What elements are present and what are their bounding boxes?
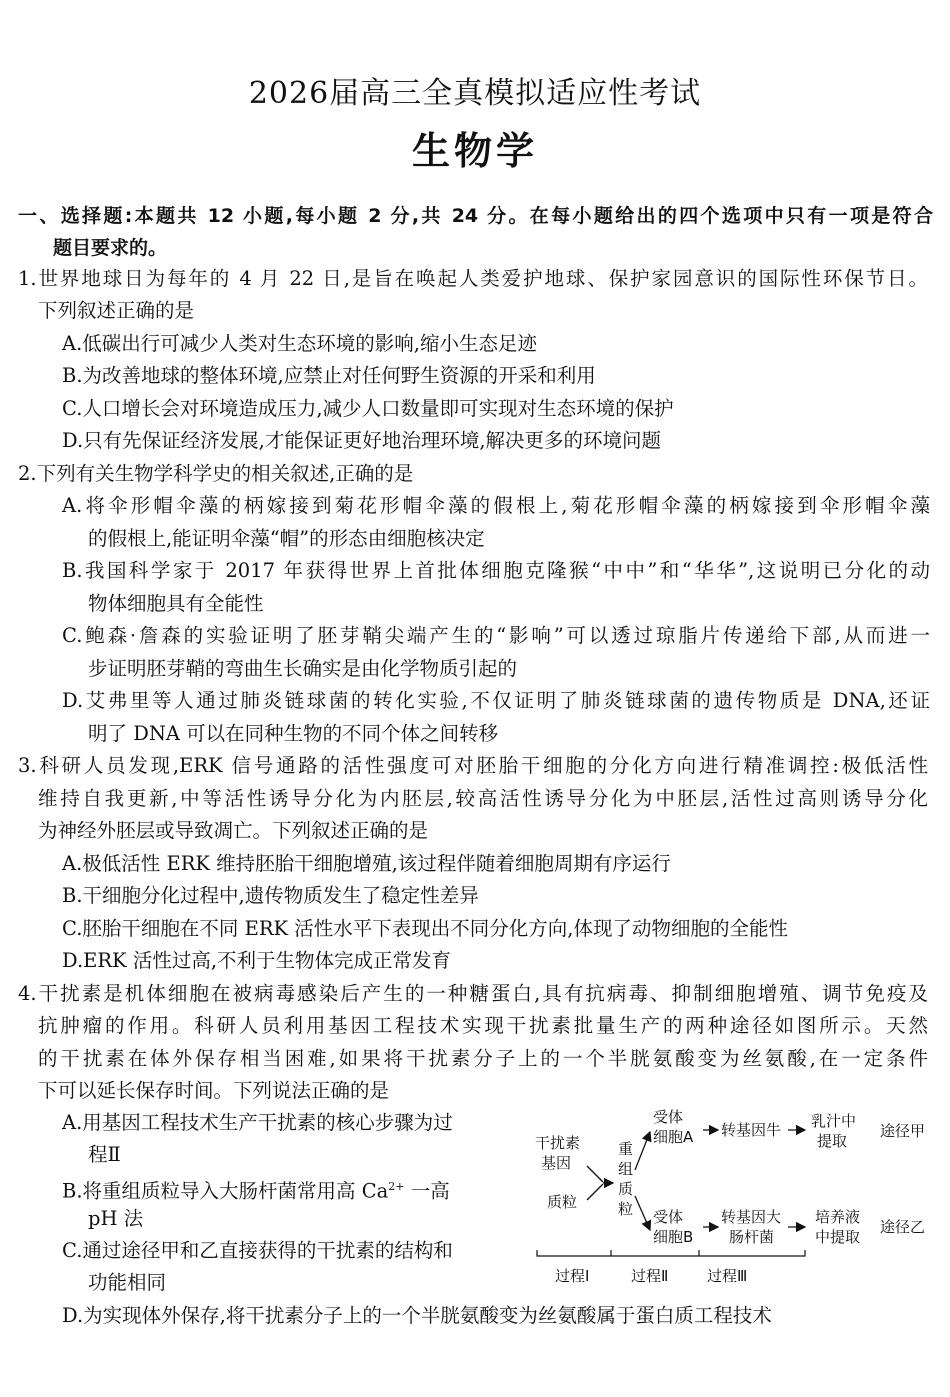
diagram-ecoli-label-1: 转基因大 <box>721 1208 782 1226</box>
q2-option-c-line2: 步证明胚芽鞘的弯曲生长确实是由化学物质引起的 <box>88 657 518 680</box>
q1-option-a: A.低碳出行可减少人类对生态环境的影响,缩小生态足迹 <box>62 332 537 355</box>
q3-option-d: D.ERK 活性过高,不利于生物体完成正常发育 <box>62 949 452 972</box>
q4-option-a-line1: A.用基因工程技术生产干扰素的核心步骤为过 <box>62 1111 453 1134</box>
q3-option-c: C.胚胎干细胞在不同 ERK 活性水平下表现出不同分化方向,体现了动物细胞的全能性 <box>62 917 789 940</box>
diagram-recombinant-char-1: 重 <box>618 1140 634 1158</box>
q4-option-a-line2: 程Ⅱ <box>88 1143 121 1166</box>
q2-option-c-line1: C.鲍森·詹森的实验证明了胚芽鞘尖端产生的“影响”可以透过琼脂片传递给下部,从而进一 <box>62 624 930 647</box>
diagram-culture-label-1: 培养液 <box>815 1208 861 1226</box>
q4-stem-line4: 下可以延长保存时间。下列说法正确的是 <box>38 1079 390 1102</box>
diagram-route-1-label: 途径甲 <box>880 1122 926 1140</box>
diagram-ecoli-label-2: 肠杆菌 <box>729 1228 775 1246</box>
diagram-process-2-label: 过程Ⅱ <box>631 1267 669 1285</box>
section-heading-line1: 一、选择题:本题共 12 小题,每小题 2 分,共 24 分。在每小题给出的四个选项中只有一项是符合 <box>18 205 933 227</box>
q3-option-b: B.干细胞分化过程中,遗传物质发生了稳定性差异 <box>62 884 479 907</box>
q3-stem-line1: 3.科研人员发现,ERK 信号通路的活性强度可对胚胎干细胞的分化方向进行精准调控:极低活性 <box>18 754 928 777</box>
q4-option-c-line2: 功能相同 <box>88 1271 167 1294</box>
q1-option-b: B.为改善地球的整体环境,应禁止对任何野生资源的开采和利用 <box>62 364 596 387</box>
q1-option-c: C.人口增长会对环境造成压力,减少人口数量即可实现对生态环境的保护 <box>62 397 674 420</box>
q4-option-b-line1 <box>62 1172 450 1207</box>
diagram-process-3-label: 过程Ⅲ <box>707 1267 748 1285</box>
exam-title: 2026届高三全真模拟适应性考试 <box>248 76 702 111</box>
q2-option-d-line2: 明了 DNA 可以在同种生物的不同个体之间转移 <box>88 722 499 745</box>
q3-option-a: A.极低活性 ERK 维持胚胎干细胞增殖,该过程伴随着细胞周期有序运行 <box>62 852 671 875</box>
diagram-gene-label-1: 干扰素 <box>535 1134 581 1152</box>
q4-option-d: D.为实现体外保存,将干扰素分子上的一个半胱氨酸变为丝氨酸属于蛋白质工程技术 <box>62 1304 772 1327</box>
process-bracket-line <box>537 1250 805 1256</box>
q4-option-b-line2: pH 法 <box>88 1207 144 1230</box>
diagram-cell-b-label-2: 细胞B <box>653 1228 694 1246</box>
q4-option-c-line1: C.通过途径甲和乙直接获得的干扰素的结构和 <box>62 1239 453 1262</box>
diagram-culture-label-2: 中提取 <box>815 1228 861 1246</box>
q4-option-b-text: B.将重组质粒导入大肠杆菌常用高 Ca <box>62 1179 389 1203</box>
q4-option-b-superscript: 2+ <box>388 1180 405 1193</box>
q1-stem-line2: 下列叙述正确的是 <box>38 299 195 322</box>
gene-join-line <box>587 1166 603 1182</box>
q1-option-d: D.只有先保证经济发展,才能保证更好地治理环境,解决更多的环境问题 <box>62 429 662 452</box>
q3-stem-line3: 为神经外胚层或导致凋亡。下列叙述正确的是 <box>38 819 429 842</box>
q4-option-b-tail: 一高 <box>404 1179 450 1203</box>
interferon-production-diagram <box>525 1100 940 1300</box>
diagram-cell-a-label-2: 细胞A <box>653 1128 694 1146</box>
diagram-route-2-label: 途径乙 <box>880 1218 926 1236</box>
q2-option-a-line1: A.将伞形帽伞藻的柄嫁接到菊花形帽伞藻的假根上,菊花形帽伞藻的柄嫁接到伞形帽伞藻 <box>62 494 930 517</box>
diagram-cell-a-label-1: 受体 <box>653 1108 684 1126</box>
q3-stem-line2: 维持自我更新,中等活性诱导分化为内胚层,较高活性诱导分化为中胚层,活性过高则诱导分化 <box>38 787 928 810</box>
plasmid-join-line <box>587 1184 603 1200</box>
diagram-process-1-label: 过程Ⅰ <box>555 1267 590 1285</box>
diagram-plasmid-label: 质粒 <box>547 1193 578 1211</box>
q2-stem: 2.下列有关生物学科学史的相关叙述,正确的是 <box>18 462 414 485</box>
diagram-milk-label-2: 提取 <box>817 1132 848 1150</box>
q2-option-d-line1: D.艾弗里等人通过肺炎链球菌的转化实验,不仅证明了肺炎链球菌的遗传物质是 DNA,还证 <box>62 689 930 712</box>
diagram-cell-b-label-1: 受体 <box>653 1208 684 1226</box>
section-heading-line2: 题目要求的。 <box>53 237 168 259</box>
branch-arrow-bottom <box>635 1196 650 1230</box>
q2-option-b-line2: 物体细胞具有全能性 <box>88 592 264 615</box>
q2-option-a-line2: 的假根上,能证明伞藻“帽”的形态由细胞核决定 <box>88 527 485 550</box>
diagram-recombinant-char-2: 组 <box>618 1160 634 1178</box>
q1-stem-line1: 1.世界地球日为每年的 4 月 22 日,是旨在唤起人类爱护地球、保护家园意识的国际性环保节日。 <box>18 267 928 290</box>
diagram-recombinant-char-4: 粒 <box>618 1200 634 1218</box>
diagram-milk-label-1: 乳汁中 <box>811 1112 857 1130</box>
diagram-cow-label: 转基因牛 <box>721 1121 782 1139</box>
q4-stem-line2: 抗肿瘤的作用。科研人员利用基因工程技术实现干扰素批量生产的两种途径如图所示。天然 <box>38 1014 928 1037</box>
q2-option-b-line1: B.我国科学家于 2017 年获得世界上首批体细胞克隆猴“中中”和“华华”,这说明已分化的动 <box>62 559 930 582</box>
diagram-recombinant-char-3: 质 <box>618 1180 634 1198</box>
section-heading <box>18 200 933 264</box>
q4-stem-line1: 4.干扰素是机体细胞在被病毒感染后产生的一种糖蛋白,具有抗病毒、抑制细胞增殖、调节免疫及 <box>18 982 928 1005</box>
subject-title: 生物学 <box>411 128 538 173</box>
q4-stem-line3: 的干扰素在体外保存相当困难,如果将干扰素分子上的一个半胱氨酸变为丝氨酸,在一定条件 <box>38 1047 928 1070</box>
branch-arrow-top <box>635 1132 650 1170</box>
diagram-gene-label-2: 基因 <box>541 1154 572 1172</box>
